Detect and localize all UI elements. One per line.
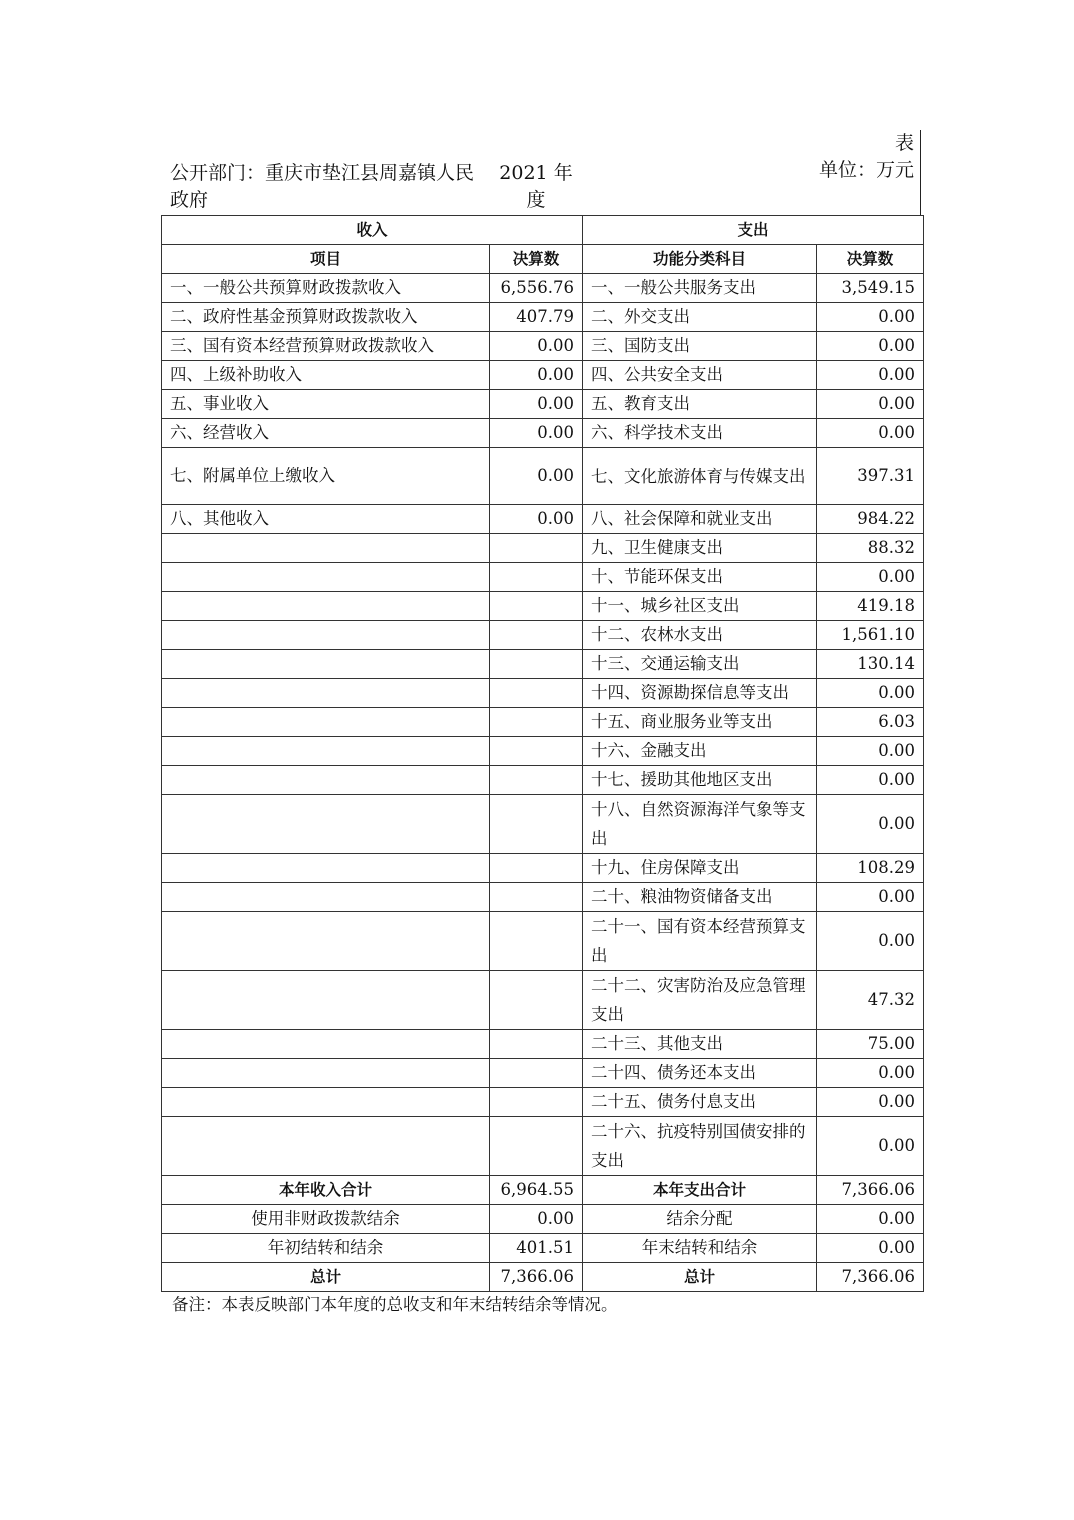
income-amount (490, 795, 583, 854)
summary-income-amount: 6,964.55 (490, 1176, 583, 1205)
section-header-row (162, 216, 924, 245)
expense-amount: 397.31 (817, 448, 924, 505)
summary-expense-amount: 7,366.06 (817, 1176, 924, 1205)
income-item (162, 854, 490, 883)
income-item (162, 563, 490, 592)
income-amount (490, 679, 583, 708)
expense-item: 三、国防支出 (583, 332, 817, 361)
header-right-rule (920, 130, 921, 216)
expense-amount: 6.03 (817, 708, 924, 737)
income-amount (490, 1117, 583, 1176)
col-header-expense-amount: 决算数 (817, 245, 924, 274)
expense-amount: 108.29 (817, 854, 924, 883)
expense-amount: 0.00 (817, 1117, 924, 1176)
table-row (162, 883, 924, 912)
summary-expense-item: 年末结转和结余 (583, 1234, 817, 1263)
income-amount (490, 766, 583, 795)
summary-expense-item: 结余分配 (583, 1205, 817, 1234)
expense-item: 十三、交通运输支出 (583, 650, 817, 679)
income-item (162, 1030, 490, 1059)
income-item: 一、一般公共预算财政拨款收入 (162, 274, 490, 303)
expense-amount: 88.32 (817, 534, 924, 563)
table-row (162, 274, 924, 303)
expense-amount: 0.00 (817, 361, 924, 390)
summary-expense-amount: 0.00 (817, 1234, 924, 1263)
summary-row (162, 1176, 924, 1205)
table-row (162, 1059, 924, 1088)
income-amount: 407.79 (490, 303, 583, 332)
table-row (162, 971, 924, 1030)
expense-amount: 984.22 (817, 505, 924, 534)
unit-text: 单位：万元 (818, 159, 914, 181)
expense-item: 二十五、债务付息支出 (583, 1088, 817, 1117)
summary-expense-item: 本年支出合计 (583, 1176, 817, 1205)
summary-row (162, 1234, 924, 1263)
table-row (162, 1088, 924, 1117)
expense-item: 二十三、其他支出 (583, 1030, 817, 1059)
summary-row (162, 1263, 924, 1292)
expense-item: 四、公共安全支出 (583, 361, 817, 390)
summary-income-item: 使用非财政拨款结余 (162, 1205, 490, 1234)
summary-income-amount: 0.00 (490, 1205, 583, 1234)
expense-item: 一、一般公共服务支出 (583, 274, 817, 303)
col-header-item: 项目 (162, 245, 490, 274)
income-item (162, 679, 490, 708)
table-row (162, 912, 924, 971)
summary-income-item: 本年收入合计 (162, 1176, 490, 1205)
table-row (162, 448, 924, 505)
table-row (162, 332, 924, 361)
income-item (162, 795, 490, 854)
expense-section-title: 支出 (583, 216, 924, 245)
income-item (162, 766, 490, 795)
income-amount: 6,556.76 (490, 274, 583, 303)
income-amount (490, 708, 583, 737)
summary-income-amount: 7,366.06 (490, 1263, 583, 1292)
expense-amount: 0.00 (817, 303, 924, 332)
expense-amount: 0.00 (817, 737, 924, 766)
expense-amount: 419.18 (817, 592, 924, 621)
expense-item: 二十、粮油物资储备支出 (583, 883, 817, 912)
income-amount (490, 563, 583, 592)
income-item (162, 971, 490, 1030)
expense-item: 十、节能环保支出 (583, 563, 817, 592)
income-item: 七、附属单位上缴收入 (162, 448, 490, 505)
budget-table (161, 215, 924, 1292)
table-row (162, 303, 924, 332)
expense-amount: 0.00 (817, 795, 924, 854)
table-row (162, 795, 924, 854)
income-amount (490, 1088, 583, 1117)
expense-item: 十一、城乡社区支出 (583, 592, 817, 621)
income-amount (490, 971, 583, 1030)
summary-income-amount: 401.51 (490, 1234, 583, 1263)
income-amount (490, 883, 583, 912)
income-item: 六、经营收入 (162, 419, 490, 448)
income-amount (490, 1030, 583, 1059)
col-header-function: 功能分类科目 (583, 245, 817, 274)
expense-item: 七、文化旅游体育与传媒支出 (583, 448, 817, 505)
table-row (162, 854, 924, 883)
expense-amount: 75.00 (817, 1030, 924, 1059)
income-amount (490, 1059, 583, 1088)
expense-item: 十九、住房保障支出 (583, 854, 817, 883)
summary-row (162, 1205, 924, 1234)
table-row (162, 679, 924, 708)
table-row (162, 1117, 924, 1176)
expense-amount: 0.00 (817, 1088, 924, 1117)
income-amount: 0.00 (490, 448, 583, 505)
summary-income-item: 年初结转和结余 (162, 1234, 490, 1263)
income-amount: 0.00 (490, 361, 583, 390)
table-row (162, 621, 924, 650)
income-item (162, 621, 490, 650)
expense-amount: 0.00 (817, 1059, 924, 1088)
income-amount (490, 592, 583, 621)
expense-item: 二十四、债务还本支出 (583, 1059, 817, 1088)
budget-table-body (162, 216, 924, 1292)
table-row (162, 650, 924, 679)
income-amount (490, 534, 583, 563)
income-item: 二、政府性基金预算财政拨款收入 (162, 303, 490, 332)
fiscal-year: 2021 年度 (499, 162, 573, 211)
expense-amount: 0.00 (817, 390, 924, 419)
column-header-row (162, 245, 924, 274)
income-amount: 0.00 (490, 419, 583, 448)
summary-income-item: 总计 (162, 1263, 490, 1292)
expense-item: 八、社会保障和就业支出 (583, 505, 817, 534)
expense-item: 十四、资源勘探信息等支出 (583, 679, 817, 708)
expense-item: 十八、自然资源海洋气象等支出 (583, 795, 817, 854)
unit-label (760, 130, 914, 184)
expense-item: 六、科学技术支出 (583, 419, 817, 448)
expense-item: 十二、农林水支出 (583, 621, 817, 650)
expense-amount: 0.00 (817, 883, 924, 912)
table-row (162, 419, 924, 448)
income-amount (490, 650, 583, 679)
income-item (162, 534, 490, 563)
footnote: 备注：本表反映部门本年度的总收支和年末结转结余等情况。 (172, 1295, 618, 1314)
income-amount (490, 854, 583, 883)
expense-item: 十五、商业服务业等支出 (583, 708, 817, 737)
income-amount (490, 912, 583, 971)
table-row (162, 505, 924, 534)
expense-amount: 0.00 (817, 679, 924, 708)
table-row (162, 737, 924, 766)
income-item (162, 1059, 490, 1088)
expense-item: 十七、援助其他地区支出 (583, 766, 817, 795)
expense-item: 二十二、灾害防治及应急管理支出 (583, 971, 817, 1030)
income-item (162, 1088, 490, 1117)
expense-amount: 0.00 (817, 766, 924, 795)
income-section-title: 收入 (162, 216, 583, 245)
income-item (162, 708, 490, 737)
income-amount (490, 621, 583, 650)
summary-expense-amount: 0.00 (817, 1205, 924, 1234)
income-item: 三、国有资本经营预算财政拨款收入 (162, 332, 490, 361)
table-row (162, 766, 924, 795)
table-row (162, 592, 924, 621)
table-row (162, 534, 924, 563)
table-row (162, 563, 924, 592)
table-row (162, 708, 924, 737)
income-item (162, 650, 490, 679)
income-item (162, 912, 490, 971)
expense-amount: 0.00 (817, 563, 924, 592)
expense-item: 二十一、国有资本经营预算支出 (583, 912, 817, 971)
income-item (162, 883, 490, 912)
summary-expense-item: 总计 (583, 1263, 817, 1292)
expense-amount: 130.14 (817, 650, 924, 679)
summary-expense-amount: 7,366.06 (817, 1263, 924, 1292)
expense-amount: 1,561.10 (817, 621, 924, 650)
income-item: 八、其他收入 (162, 505, 490, 534)
expense-item: 二十六、抗疫特别国债安排的支出 (583, 1117, 817, 1176)
income-amount: 0.00 (490, 390, 583, 419)
expense-item: 九、卫生健康支出 (583, 534, 817, 563)
expense-amount: 0.00 (817, 419, 924, 448)
department-label: 公开部门：重庆市垫江县周嘉镇人民政府 (170, 162, 475, 211)
table-row (162, 1030, 924, 1059)
income-amount: 0.00 (490, 505, 583, 534)
income-item (162, 592, 490, 621)
expense-amount: 3,549.15 (817, 274, 924, 303)
table-row (162, 361, 924, 390)
income-amount (490, 737, 583, 766)
expense-amount: 0.00 (817, 912, 924, 971)
income-item: 五、事业收入 (162, 390, 490, 419)
income-item: 四、上级补助收入 (162, 361, 490, 390)
income-item (162, 737, 490, 766)
table-marker: 表 (894, 132, 914, 154)
expense-amount: 0.00 (817, 332, 924, 361)
income-amount: 0.00 (490, 332, 583, 361)
expense-item: 五、教育支出 (583, 390, 817, 419)
expense-item: 十六、金融支出 (583, 737, 817, 766)
table-row (162, 390, 924, 419)
col-header-income-amount: 决算数 (490, 245, 583, 274)
income-item (162, 1117, 490, 1176)
expense-amount: 47.32 (817, 971, 924, 1030)
expense-item: 二、外交支出 (583, 303, 817, 332)
